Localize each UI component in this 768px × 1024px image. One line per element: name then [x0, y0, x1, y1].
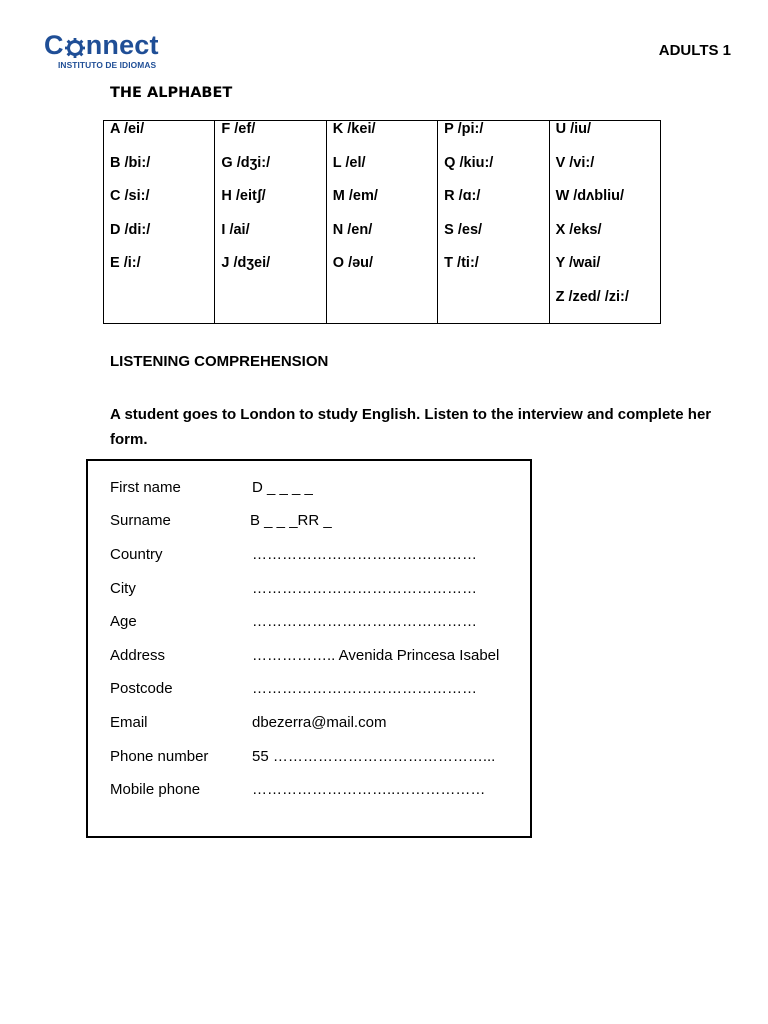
alphabet-letter: R /ɑ:/: [444, 188, 481, 204]
course-level: ADULTS 1: [658, 42, 731, 59]
alphabet-letter: F /ef/: [221, 121, 256, 137]
alphabet-letter: D /di:/: [110, 221, 151, 238]
alphabet-letter: H /eitʃ/: [221, 188, 266, 204]
alphabet-column: [326, 121, 437, 324]
alphabet-letter: X /eks/: [555, 221, 602, 238]
listening-instruction: A student goes to London to study English. Listen to the interview and complete her form.: [110, 406, 712, 448]
form-label: Country: [110, 546, 163, 563]
alphabet-letter: G /dʒi:/: [221, 154, 271, 171]
form-label: City: [110, 580, 136, 597]
form-label: Age: [110, 613, 137, 630]
form-value: …………….. Avenida Princesa Isabel: [252, 647, 500, 664]
form-label: Postcode: [110, 680, 173, 697]
form-value: ………………………………………: [252, 613, 477, 630]
form-value: ………………………………………: [252, 546, 477, 563]
alphabet-letter: P /pi:/: [444, 121, 484, 137]
form-value: B _ _ _RR _: [250, 512, 332, 529]
alphabet-letter: Q /kiu:/: [444, 154, 494, 171]
alphabet-letter: L /el/: [332, 154, 366, 171]
form-label: Email: [110, 714, 148, 731]
form-value: dbezerra@mail.com: [252, 714, 387, 731]
form-value: D _ _ _ _: [252, 479, 313, 496]
alphabet-letter: M /em/: [332, 188, 378, 204]
form-label: Phone number: [110, 748, 209, 765]
alphabet-letter: I /ai/: [221, 221, 250, 238]
alphabet-letter: O /əu/: [332, 255, 374, 271]
alphabet-column: [438, 121, 549, 324]
form-label: First name: [110, 479, 181, 496]
form-value: ………………………………………: [252, 680, 477, 697]
alphabet-letter: W /dʌbliu/: [555, 188, 625, 204]
logo-word-rest: nnect: [85, 30, 159, 60]
form-label: Address: [110, 647, 166, 664]
alphabet-letter: S /es/: [444, 221, 483, 238]
student-form: [86, 459, 532, 838]
logo-gear-o-icon: [64, 30, 86, 60]
alphabet-letter: N /en/: [332, 221, 373, 238]
alphabet-letter: Z /zed/ /zi:/: [555, 288, 629, 305]
logo-wordmark: [44, 30, 159, 60]
form-value: 55 ……………………………………...: [252, 748, 496, 765]
form-value: ………………………..………………: [252, 781, 486, 798]
connect-logo: [44, 30, 159, 70]
form-label: Surname: [110, 512, 171, 529]
alphabet-letter: K /kei/: [332, 121, 376, 137]
logo-letter-c: C: [44, 30, 64, 60]
alphabet-column: [104, 121, 215, 324]
logo-subtitle: INSTITUTO DE IDIOMAS: [58, 60, 157, 70]
alphabet-letter: J /dʒei/: [221, 255, 271, 271]
alphabet-letter: A /ei/: [110, 121, 145, 137]
alphabet-letter: E /i:/: [110, 255, 141, 271]
form-label: Mobile phone: [110, 781, 201, 798]
alphabet-letter: Y /wai/: [555, 255, 601, 271]
form-value: ………………………………………: [252, 580, 477, 597]
alphabet-letter: C /si:/: [110, 188, 150, 204]
alphabet-title: THE ALPHABET: [110, 85, 233, 101]
listening-title: LISTENING COMPREHENSION: [110, 353, 329, 370]
alphabet-column: [215, 121, 326, 324]
alphabet-column: [549, 121, 660, 324]
alphabet-letter: U /iu/: [555, 121, 592, 137]
alphabet-letter: T /ti:/: [444, 255, 479, 271]
alphabet-table: [103, 120, 661, 324]
alphabet-letter: B /bi:/: [110, 154, 151, 171]
alphabet-letter: V /vi:/: [555, 154, 595, 171]
